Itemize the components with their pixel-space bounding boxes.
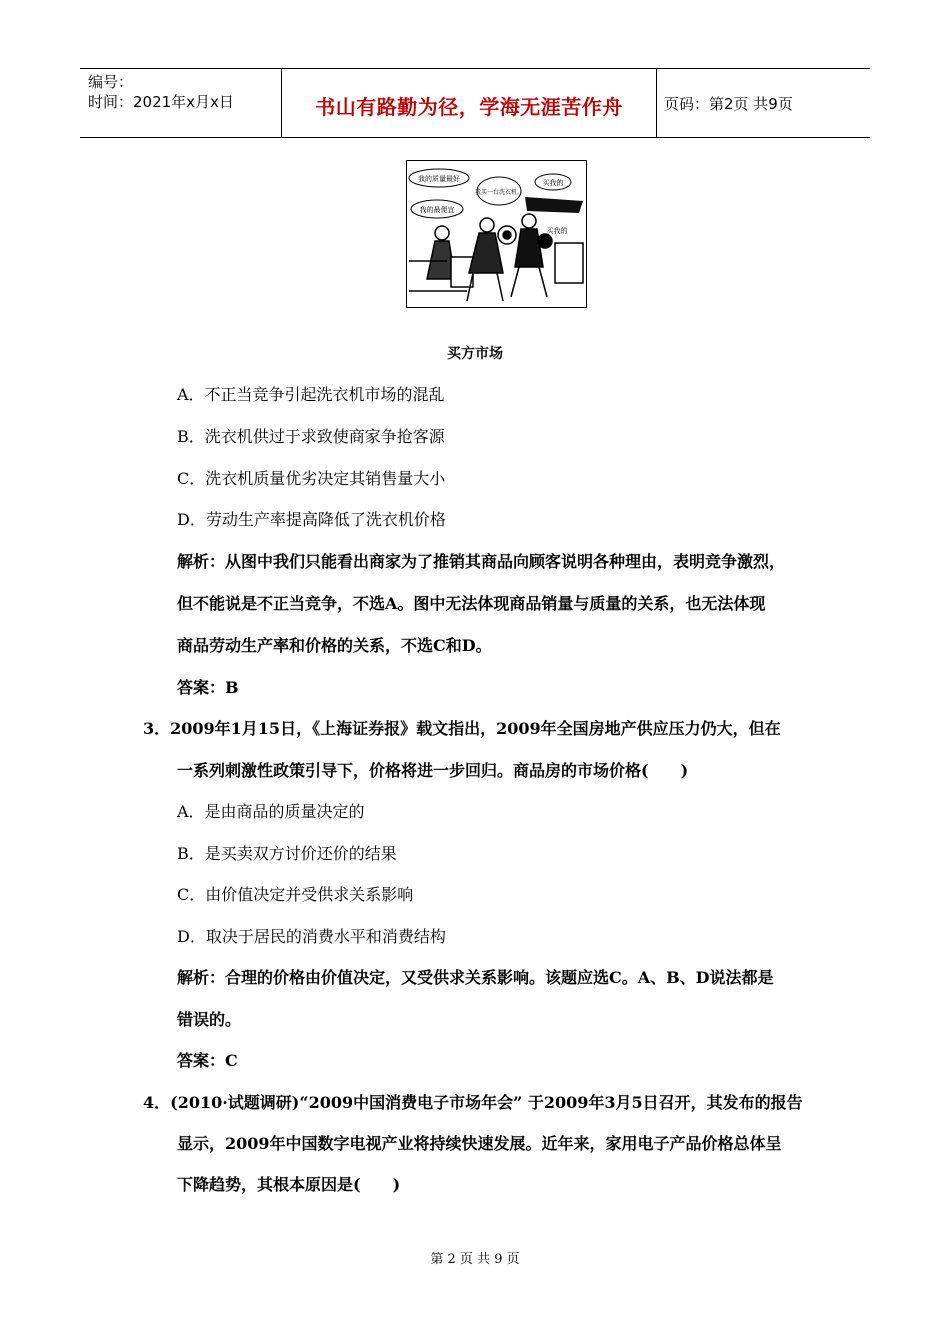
q3-analysis-line-2: 错误的。 <box>177 1010 242 1029</box>
q3-option-c: C．由价值决定并受供求关系影响 <box>177 885 414 904</box>
serial-label: 编号： <box>88 73 134 91</box>
bubble-text-1: 我的质量最好 <box>418 175 460 183</box>
q4-stem-line-3: 下降趋势，其根本原因是( ) <box>177 1175 401 1194</box>
q3-option-a: A．是由商品的质量决定的 <box>177 802 365 821</box>
bubble-text-4: 我的最便宜 <box>419 206 455 214</box>
header-meta <box>80 69 280 137</box>
q4-stem-line-2: 显示，2009年中国数字电视产业将持续快速发展。近年来，家用电子产品价格总体呈 <box>177 1134 782 1153</box>
q2-analysis-line-1: 解析：从图中我们只能看出商家为了推销其商品向顾客说明各种理由，表明竞争激烈， <box>177 552 786 571</box>
q3-option-b: B．是买卖双方讨价还价的结果 <box>177 844 397 863</box>
q2-option-b: B．洗衣机供过于求致使商家争抢客源 <box>177 427 445 446</box>
cartoon-drawing <box>407 161 587 308</box>
q3-stem-line-2: 一系列刺激性政策引导下，价格将进一步回归。商品房的市场价格( ) <box>177 761 689 780</box>
bubble-text-5: 买我的 <box>546 227 568 235</box>
figure-caption: 买方市场 <box>447 346 503 362</box>
q3-option-d: D．取决于居民的消费水平和消费结构 <box>177 927 446 946</box>
q3-answer: 答案：C <box>177 1051 238 1070</box>
q2-analysis-line-2: 但不能说是不正当竞争，不选A。图中无法体现商品销量与质量的关系，也无法体现 <box>177 594 766 613</box>
cartoon-illustration <box>406 160 587 308</box>
q2-option-c: C．洗衣机质量优劣决定其销售量大小 <box>177 469 446 488</box>
motto: 书山有路勤为径，学海无涯苦作舟 <box>315 95 623 119</box>
q2-option-a: A．不正当竞争引起洗衣机市场的混乱 <box>177 385 445 404</box>
q2-analysis-line-3: 商品劳动生产率和价格的关系，不选C和D。 <box>177 636 492 655</box>
q3-analysis-line-1: 解析：合理的价格由价值决定，又受供求关系影响。该题应选C。A、B、D说法都是 <box>177 968 774 987</box>
page-info: 页码：第2页 共9页 <box>664 95 793 113</box>
header-motto-cell <box>281 69 657 137</box>
bubble-text-3: 买我的 <box>542 179 564 187</box>
q4-stem-line-1: 4．(2010·试题调研)“2009中国消费电子市场年会” 于2009年3月5日召开，其发布的报告 <box>143 1093 803 1112</box>
bubble-text-2: 我买一台洗衣机。 <box>474 189 524 196</box>
time-label: 时间：2021年x月x日 <box>88 93 234 111</box>
page-header <box>80 68 870 138</box>
page-footer: 第 2 页 共 9 页 <box>430 1252 520 1267</box>
q3-stem-line-1: 3．2009年1月15日，《上海证券报》载文指出，2009年全国房地产供应压力仍大，但在 <box>143 719 781 738</box>
q2-answer: 答案：B <box>177 678 239 697</box>
q2-option-d: D．劳动生产率提高降低了洗衣机价格 <box>177 510 446 529</box>
